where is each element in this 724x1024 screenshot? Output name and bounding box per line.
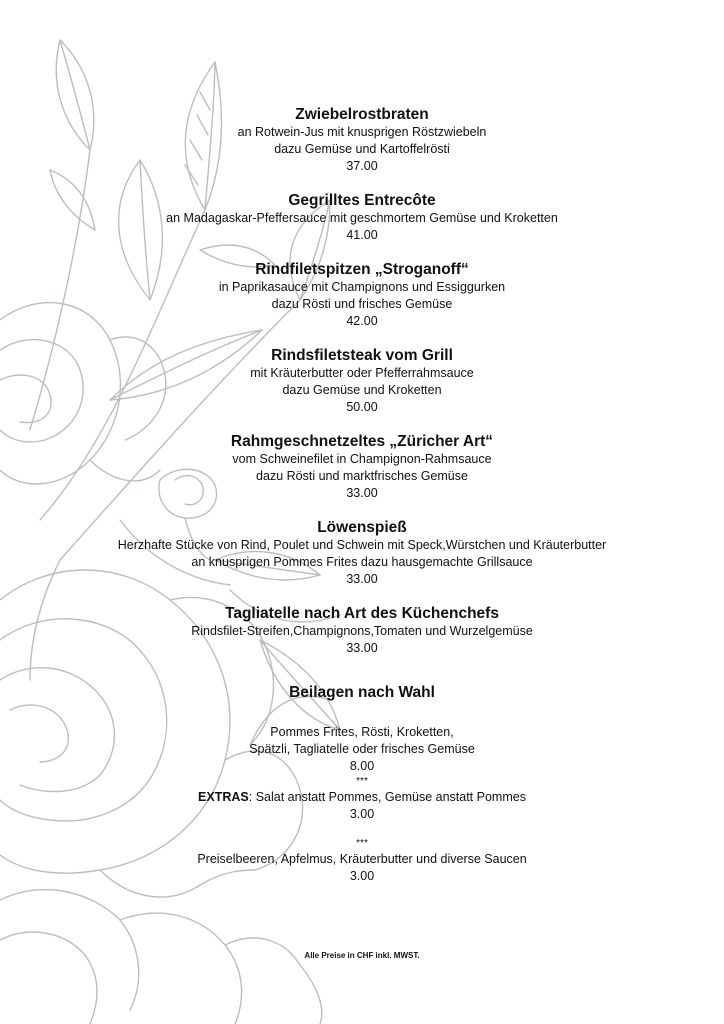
dish-description: mit Kräuterbutter oder Pfefferrahmsauce [250,366,474,380]
dish-item [0,432,724,502]
dish-item [0,105,724,175]
dish-description: dazu Rösti und frisches Gemüse [271,297,453,311]
dish-price: 50.00 [346,400,378,414]
dish-item [0,260,724,330]
dish-description: dazu Gemüse und Kartoffelrösti [274,142,450,156]
dish-name: Rindsfiletsteak vom Grill [271,347,453,364]
dish-name: Löwenspieß [317,519,407,536]
dish-description: an knusprigen Pommes Frites dazu hausgemachte Grillsauce [191,555,533,569]
dish-name: Tagliatelle nach Art des Küchenchefs [225,605,499,622]
dish-description: vom Schweinefilet in Champignon-Rahmsauce [232,452,492,466]
sides-line: Spätzli, Tagliatelle oder frisches Gemüse [249,742,475,756]
separator-stars: *** [356,776,368,787]
dish-description: Herzhafte Stücke von Rind, Poulet und Schwein mit Speck,Würstchen und Kräuterbutter [117,538,607,552]
dish-description: dazu Rösti und marktfrisches Gemüse [256,469,468,483]
sides-price: 8.00 [349,759,375,773]
dish-price: 41.00 [346,228,378,242]
extras-price: 3.00 [349,807,375,821]
extras-line [0,789,724,806]
dish-description: dazu Gemüse und Kroketten [282,383,442,397]
dish-item [0,604,724,657]
dish-name: Gegrilltes Entrecôte [288,192,436,209]
dish-price: 42.00 [346,314,378,328]
dish-item [0,346,724,416]
dish-description: an Rotwein-Jus mit knusprigen Röstzwiebeln [237,125,487,139]
dish-price: 33.00 [346,486,378,500]
sides-section [0,683,724,885]
dish-price: 33.00 [346,641,378,655]
spacer [0,823,724,837]
sides-line: Pommes Frites, Rösti, Kroketten, [270,725,454,739]
dish-description: an Madagaskar-Pfeffersauce mit geschmortem Gemüse und Kroketten [166,211,558,225]
dish-item [0,191,724,244]
sides-title: Beilagen nach Wahl [289,684,435,701]
dish-description: Rindsfilet-Streifen,Champignons,Tomaten und Wurzelgemüse [191,624,533,638]
sides-price: 3.00 [349,869,375,883]
extras-label: EXTRAS [198,790,249,804]
separator-stars: *** [356,838,368,849]
menu-content [0,105,724,885]
price-footnote: Alle Preise in CHF inkl. MWST. [304,951,420,960]
dish-price: 33.00 [346,572,378,586]
dish-description: in Paprikasauce mit Champignons und Essiggurken [218,280,506,294]
dish-price: 37.00 [346,159,378,173]
sides-line: Preiselbeeren, Apfelmus, Kräuterbutter und diverse Saucen [197,852,527,866]
dish-item [0,518,724,588]
dish-name: Zwiebelrostbraten [295,106,429,123]
extras-text: : Salat anstatt Pommes, Gemüse anstatt Pommes [248,790,526,804]
dish-name: Rahmgeschnetzeltes „Züricher Art“ [230,433,494,450]
dish-name: Rindfiletspitzen „Stroganoff“ [255,261,469,278]
